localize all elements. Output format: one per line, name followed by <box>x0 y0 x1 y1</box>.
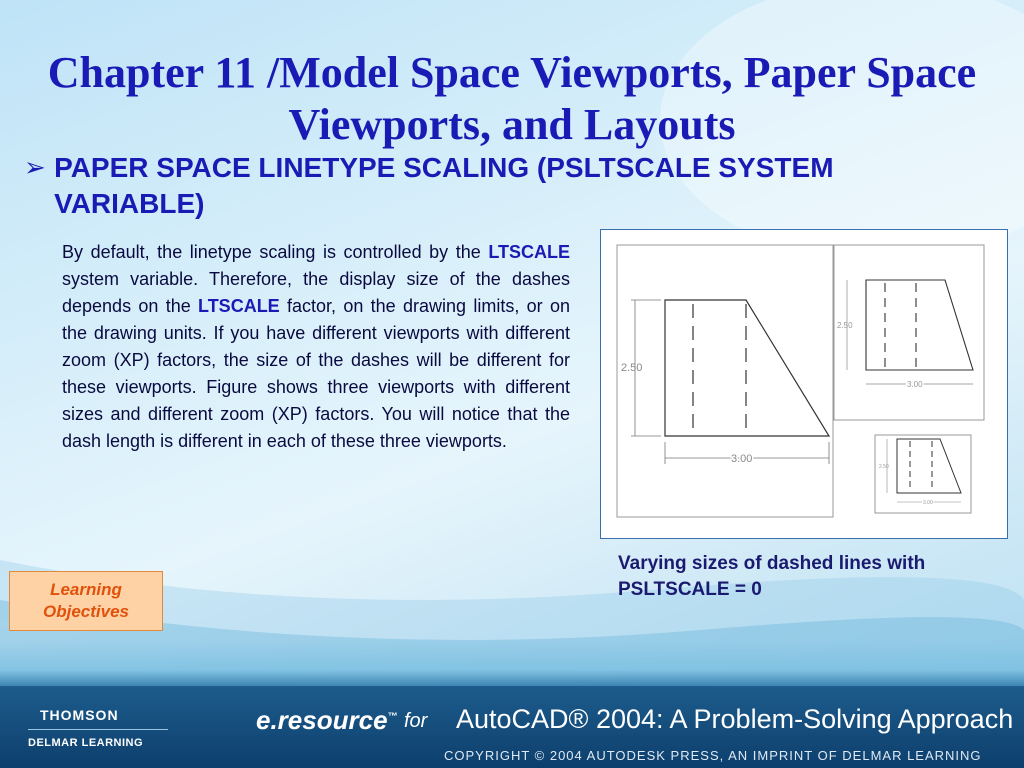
medium-trapezoid <box>866 280 973 370</box>
publisher-logo-top: THOMSON <box>40 707 119 723</box>
small-width-dim: 3.00 <box>923 500 933 506</box>
trademark-symbol: ™ <box>387 711 398 723</box>
body-text-part3: factor, on the drawing limits, or on the drawing units. If you have different viewports with different zoom (XP) factors, the size of the dashes will be different for these viewports. Figure shows three viewports with different sizes and different zoom (XP) factors. You will notice that the dash length is different in each of these three viewports. <box>62 296 570 451</box>
copyright-notice: COPYRIGHT © 2004 AUTODESK PRESS, AN IMPRINT OF DELMAR LEARNING <box>444 748 982 763</box>
body-text-part2: system variable. Therefore, the display size of the dashes depends on the <box>62 269 570 316</box>
learning-objectives-button[interactable] <box>9 571 163 631</box>
viewports-figure <box>600 229 1008 539</box>
footer-wave-band <box>0 640 1024 690</box>
small-trapezoid <box>897 439 961 493</box>
ltscale-keyword: LTSCALE <box>488 242 570 262</box>
learning-objectives-line2: Objectives <box>43 602 129 621</box>
viewports-drawing <box>601 230 1007 538</box>
bullet-heading-row <box>24 150 884 222</box>
medium-width-dim: 3.00 <box>907 380 923 389</box>
large-viewport <box>617 245 833 517</box>
body-paragraph <box>62 239 570 455</box>
large-height-dim: 2.50 <box>621 362 643 374</box>
bullet-heading: PAPER SPACE LINETYPE SCALING (PSLTSCALE SYSTEM VARIABLE) <box>54 152 834 219</box>
figure-caption: Varying sizes of dashed lines with PSLTSCALE = 0 <box>618 553 926 600</box>
publisher-divider <box>28 729 168 730</box>
large-trapezoid <box>665 300 829 436</box>
eresource-logo <box>256 705 398 736</box>
small-height-dim: 2.50 <box>879 464 889 470</box>
medium-height-dim: 2.50 <box>837 321 853 330</box>
ltscale-keyword: LTSCALE <box>198 296 280 316</box>
product-title: AutoCAD® 2004: A Problem-Solving Approach <box>456 704 1014 734</box>
large-width-dim: 3.00 <box>731 453 753 465</box>
eresource-for: for <box>404 710 428 732</box>
body-text-part1: By default, the linetype scaling is controlled by the <box>62 242 481 262</box>
slide-title: Chapter 11 /Model Space Viewports, Paper Space Viewports, and Layouts <box>47 48 977 150</box>
learning-objectives-line1: Learning <box>50 580 122 599</box>
publisher-logo-bottom: DELMAR LEARNING <box>28 737 144 749</box>
eresource-text: e.resource <box>256 705 388 735</box>
arrow-bullet-icon: ➢ <box>24 152 46 182</box>
